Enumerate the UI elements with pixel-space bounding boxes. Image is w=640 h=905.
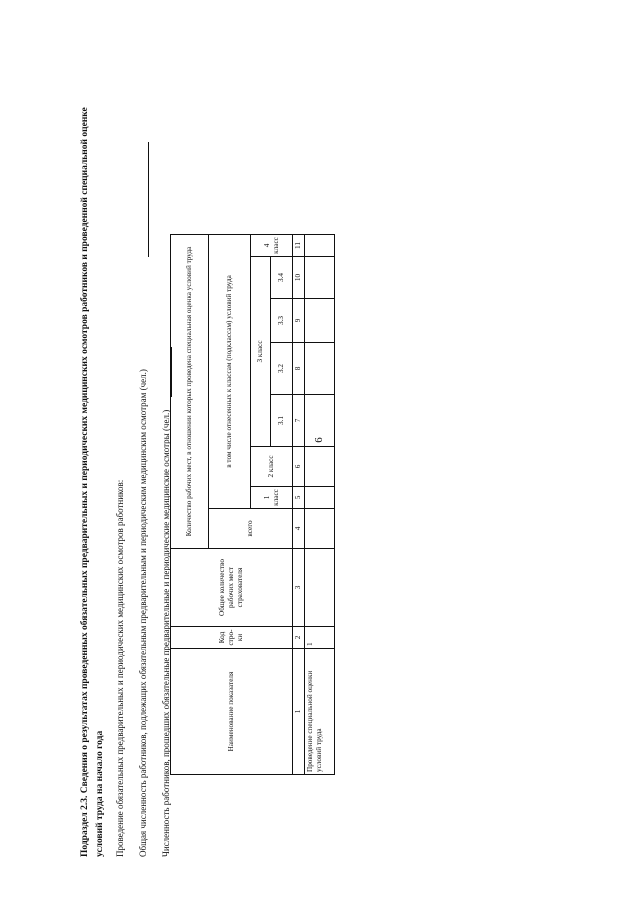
column-number: 4 (293, 509, 305, 549)
examined-employees-line: Численность работников, прошедших обязательные предварительные и периодические медицинские осмотры (чел.) (161, 409, 171, 857)
header-assessed-workplaces: Количество рабочих мест, в отношении которых проведена специальная оценка условий труда (171, 234, 209, 548)
column-number: 11 (293, 234, 305, 256)
header-row-code: Код стро-ки (171, 627, 293, 649)
med-exam-intro: Проведение обязательных предварительных и периодических медицинских осмотров работников: (115, 479, 125, 857)
header-subclass-3-2: 3.2 (271, 343, 293, 395)
column-number: 2 (293, 627, 305, 649)
header-all: всего (209, 509, 293, 549)
section-heading: Подраздел 2.3. Сведения о результатах проведенных обязательных предварительных и периодических медицинских осмотров работников и проведенной специальной оценке условий труда на начало года (80, 107, 105, 857)
table-cell[interactable] (305, 234, 335, 256)
header-indicator-name: Наименование показателя (171, 649, 293, 775)
row-label-special-assessment: Проведение специальной оценки условий труда (305, 649, 335, 775)
table-cell[interactable] (305, 549, 335, 627)
header-in-classes: в том числе отнесенных к классам (подклассам) условий труда (209, 234, 251, 508)
column-number: 7 (293, 395, 305, 447)
total-employees-line: Общая численность работников, подлежащих обязательным предварительным и периодическим медицинским осмотрам (чел.) (138, 369, 148, 857)
header-subclass-3-4: 3.4 (271, 257, 293, 299)
header-class-3: 3 класс (251, 257, 271, 447)
row-code: 1 (305, 627, 335, 649)
column-number: 5 (293, 487, 305, 509)
column-number: 9 (293, 299, 305, 343)
table-cell[interactable] (305, 395, 335, 447)
rotated-page-content (78, 87, 598, 857)
table-cell[interactable] (305, 447, 335, 487)
header-subclass-3-3: 3.3 (271, 299, 293, 343)
table-cell[interactable] (305, 509, 335, 549)
header-total-workplaces: Общее количество рабочих мест страхователя (171, 549, 293, 627)
table-cell[interactable] (305, 343, 335, 395)
header-class-2: 2 класс (251, 447, 293, 487)
page-number: 6 (313, 437, 325, 443)
header-class-1: 1 класс (251, 487, 293, 509)
table-cell[interactable] (305, 487, 335, 509)
header-class-4: 4 класс (251, 234, 293, 256)
column-number: 6 (293, 447, 305, 487)
column-number: 3 (293, 549, 305, 627)
assessment-table (170, 234, 335, 775)
column-number: 1 (293, 649, 305, 775)
column-number: 8 (293, 343, 305, 395)
table-cell[interactable] (305, 299, 335, 343)
header-subclass-3-1: 3.1 (271, 395, 293, 447)
table-cell[interactable] (305, 257, 335, 299)
total-employees-blank (138, 142, 149, 257)
column-number: 10 (293, 257, 305, 299)
